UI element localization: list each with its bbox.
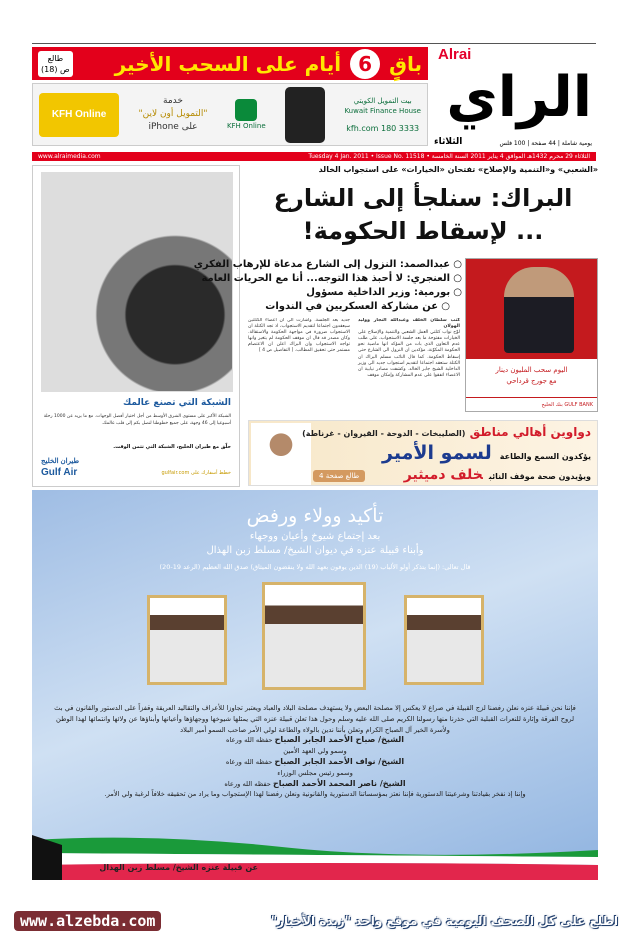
story-kicker: «الشعبي» و«التنمية والإصلاح» تفتحان «الخيارات» على استجواب الخالد: [318, 165, 598, 174]
promo-headline: باقٍ 6 أيام على السحب الأخير: [115, 49, 422, 79]
bullet-item: ○ بورمية: وزير الداخلية مسؤول: [240, 286, 462, 300]
masthead-logo: [432, 44, 596, 152]
ad-url[interactable]: خطط أسفارك على gulfair.com: [161, 470, 231, 476]
lead-headline[interactable]: البراك: سنلجأ إلى الشارع ... لإسقاط الحكومة!: [273, 184, 573, 245]
see-page-badge: طالع صفحة 4: [313, 470, 365, 482]
bullet-item: ○ العنجري: لا أحبذ هذا التوجه... أنا مع الحريات العامة: [240, 272, 462, 286]
portrait-emir: [262, 582, 366, 690]
iphone-image: [285, 87, 325, 143]
ad-tagline: حلّق مع طيران الخليج، الشبكة التي تثمن الوقت.: [113, 444, 231, 450]
ad-title: الشبكة التي تصنع عالمك: [122, 398, 231, 408]
diwaniya-ad[interactable]: [248, 420, 598, 486]
story-column: جديد بعد الجلسة. وأشارت الى ان اعضاء الكتلتين سيعقدون اجتماعا لتقديم الاستجواب، اذ تجد الكتلة ان الاستجواب ضرورة في مواجهة الحكومة والاستقالة. وكان مصدر قد قال ان موقف الحكومة لم يتغير وانها تواجه الاستجواب وان البراك اعلن ان الاعتصام مستمر حتى تحقيق المطالب. [ التفاصيل ص 4 ]: [248, 318, 350, 354]
kfh-brand: بيت التمويل الكويتي Kuwait Finance House kfh.com 180 3333: [344, 96, 421, 133]
ad-title: تأكيد وولاء ورفض: [246, 505, 384, 527]
ad-signature: عن قبيلة عنزه الشيخ/ مسلط زبن الهذال: [99, 863, 258, 872]
loyalty-ad: [32, 490, 598, 880]
website-link[interactable]: www.alraimedia.com: [38, 153, 101, 160]
story-bullets: [193, 258, 462, 314]
footer-url[interactable]: www.alzebda.com: [14, 911, 161, 931]
issue-date: Tuesday 4 Jan. 2011 • Issue No. 11518 • الثلاثاء 29 محرم 1432هـ الموافق 4 يناير 2011 السنة الخامسة: [308, 153, 590, 160]
footer-message: اطلع على كل الصحف اليومية في موقع واحد "زبدة الأخبار": [270, 914, 618, 928]
footer-banner[interactable]: [0, 906, 632, 936]
gulf-bank-ad[interactable]: [465, 258, 598, 412]
gulf-air-ad[interactable]: [32, 165, 240, 487]
bullet-item: ○ عبدالصمد: النزول إلى الشارع مدعاة للإرهاب الفكري: [240, 258, 462, 272]
portrait-crown-prince: [404, 595, 484, 685]
ad-body: فإننا نحن قبيلة عنزه نعلن رفضنا لزج القبيلة في صراع لا يعكس إلا مصلحة البعض ولا يستهدف مصلحة البلاد والعباد ويعتبر تجاوزا للأعراف والتقاليد العريقة وقفزاً على الدستور والقانون في بث لروح الفرقة وإثارة للنعرات القبلية التي حذرنا منها رسولنا الكريم صلى الله عليه وسلم وحول هذا تعلن قبيلة عنزه التي يمثلها شيوخها ووجهاؤها وأعيانها وأبناؤها عن ولائها وانتمائها لهذا الوطن ولأسرة الخير آل الصباح الكرام وتعلن بأننا ندين بالولاء والطاعة لولي الأمر صاحب السمو أمير البلاد الشيخ/ صباح الأحمد الجابر الصباح حفظه الله ورعاه وسمو ولي العهد الأمين الشيخ/ نواف الأحمد الجابر الصباح حفظه الله ورعاه وسمو رئيس مجلس الوزراء الشيخ/ ناصر المحمد الأحمد الصباح حفظه الله ورعاه وإننا إذ نفخر بقيادتنا وشرعيتنا الدستورية فإننا نعتز بمؤسساتنا الدستورية والقانونية ونعلن رفضنا لهذا الإستجواب وما يراد من تحقيقه خلافاً لرغبة ولي الأمر.: [54, 704, 576, 799]
masthead-day: الثلاثاء: [434, 137, 463, 147]
presenter-photo: [504, 267, 574, 353]
story-body: [248, 318, 460, 416]
logo-arabic: الراي: [446, 65, 592, 130]
promo-see-page: طالع ص (18): [38, 51, 73, 77]
kuwait-flag-graphic: [32, 835, 598, 880]
bullet-item: ○ عن مشاركة العسكريين في الندوات: [240, 300, 462, 314]
logo-english: Alrai: [438, 46, 472, 63]
portrait-prime-minister: [147, 595, 227, 685]
story-column: كتب سلطان الخلف وعبدالله النجار ووليد الهولان لوّح نواب كتلتي العمل الشعبي والتنمية والإصلاح على الخيارات مفتوحة ما بعد جلسة الاستجواب، على طلب عدم التعاون الذي بات من المؤكد انها ماضية نحو الحكومة المكوّنة، مؤكدين ان النزول الى الشارع حتى إسقاط الحكومة. كما قال النائب مسلم البراك ان الكتلة ستعقد اجتماعا لتقديم استجواب جديد الى وزير الداخلية الشيخ جابر الخالد. وكشفت مصادر نيابية ان الاعضاء اتفقوا على عدم المشاركة وإمكان موقف: [358, 318, 460, 378]
kfh-online-card: KFH Online: [39, 93, 119, 137]
ad-line-3: ويؤيدون صحة موقف النائبخلف دميثير: [403, 467, 591, 483]
masthead-meta: يومية شاملة | 44 صفحة | 100 فلس: [499, 140, 592, 147]
ad-body: الشبكة الأكبر على مستوى الشرق الأوسط من أجل اختيار أفضل الوجهات. مع ما يزيد عن 1000 رحلة أسبوعيا إلى 46 وجهة، على جميع خطوطنا لنصل بكم إلى قلب عالمك.: [43, 414, 231, 426]
ad-caption: اليوم سحب المليون دينار مع جورج قرداحي: [466, 359, 597, 397]
promo-number: 6: [350, 49, 380, 79]
ad-line-2: يؤكدون السمع والطاعةلسمو الأمير: [382, 442, 591, 464]
ad-subtitle: بعد إجتماع شيوخ وأعيان ووجهاء وأبناء قبيلة عنزه في ديوان الشيخ/ مسلط زبن الهذال: [206, 531, 424, 556]
ad-line-1: دواوين أهالي مناطق (الصليبخات - الدوحة - القيروان - غرناطة): [302, 425, 591, 439]
date-bar: [32, 152, 596, 161]
gulf-air-logo: طيران الخليج Gulf Air: [41, 458, 80, 478]
kfh-service: خدمة "التمويل أون لاين" على iPhone: [138, 96, 208, 132]
promo-banner[interactable]: [32, 47, 428, 80]
gulf-bank-logo: بنك الخليج GULF BANK: [466, 397, 597, 411]
kfh-ad[interactable]: [32, 83, 428, 146]
kfh-app-icon: KFH Online: [227, 99, 266, 131]
quran-verse: قال تعالى: (إنما يتذكر أولو الألباب (19) الذين يوفون بعهد الله ولا ينقضون الميثاق) صدق الله العظيم (الرعد 19-20): [159, 563, 471, 571]
